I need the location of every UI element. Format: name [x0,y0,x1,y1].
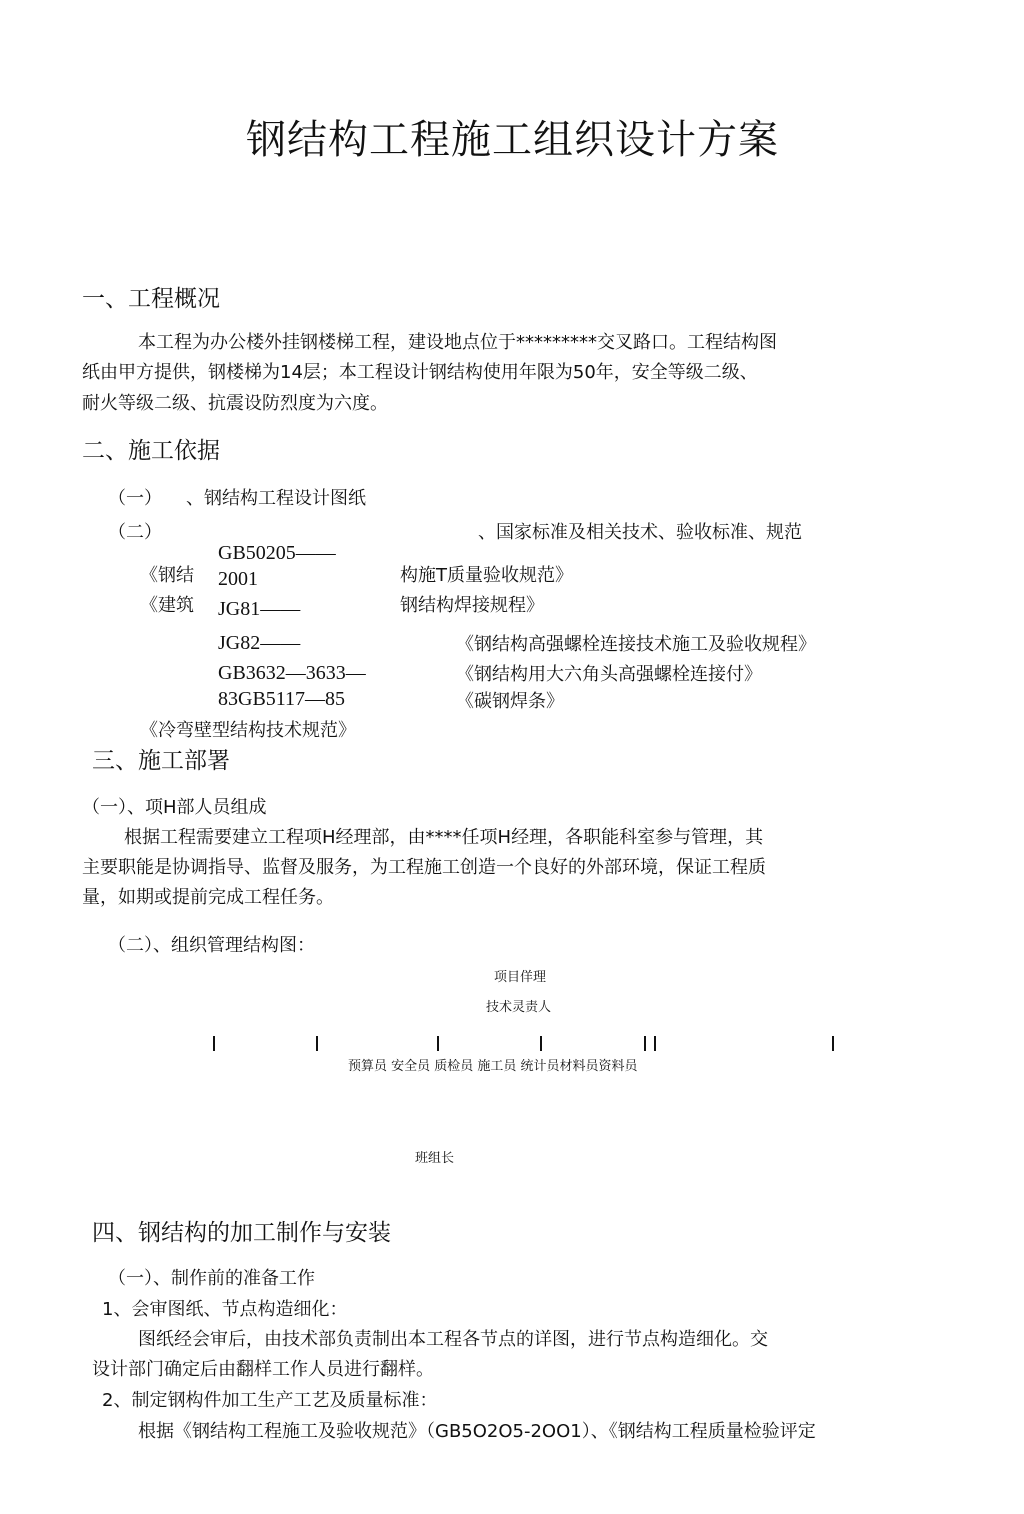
section-1-heading: 一、工程概况 [82,286,220,312]
section-4-heading: 四、钢结构的加工制作与安装 [92,1220,391,1246]
ref-5-title: 《碳钢焊条》 [456,691,564,712]
org-connector-tick [540,1036,542,1051]
ref-2-code: JG81—— [218,598,301,620]
deploy-sub-2: （二）、组织管理结构图： [108,935,315,956]
org-connector-tick [213,1036,215,1051]
section-2-heading: 二、施工依据 [82,438,220,464]
ref-3-code: JG82—— [218,632,301,654]
ref-4-code: GB3632—3633— [218,662,366,684]
org-connector-tick [654,1036,656,1051]
document-title: 钢结构工程施工组织设计方案 [246,117,779,163]
fabrication-item-2: 2、制定钢构件加工生产工艺及质量标准： [102,1390,438,1411]
org-connector-tick [437,1036,439,1051]
deploy-sub-1-line-2: 主要职能是协调指导、监督及服务，为工程施工创造一个良好的外部环境，保证工程质 [82,857,766,878]
org-project-manager: 项目佯理 [494,970,547,985]
org-roles: 预算员 安全员 质检员 施工员 统计员材料员资料员 [348,1059,638,1074]
fabrication-item-1-line-2: 设计部门确定后由翻样工作人员进行翻样。 [92,1359,434,1380]
ref-1-prefix: 《钢结 [140,565,194,586]
section-1-line-2: 纸由甲方提供，钢楼梯为14层；本工程设计钢结构使用年限为50年，安全等级二级、 [82,362,758,383]
basis-item-2-number: （二） [108,522,162,543]
ref-4-title: 《钢结构用大六角头高强螺栓连接付》 [456,664,762,685]
ref-2-prefix: 《建筑 [140,595,194,616]
ref-6-title: 《冷弯壁型结构技术规范》 [140,720,356,741]
deploy-sub-1-line-3: 量，如期或提前完成工程任务。 [82,887,334,908]
fabrication-item-2-line-1: 根据《钢结构工程施工及验收规范》（GB5O2O5-2OO1）、《钢结构工程质量检验评定 [138,1421,816,1442]
ref-1-code-b: 2001 [218,568,258,590]
basis-item-2-text: 、国家标准及相关技术、验收标准、规范 [478,522,802,543]
fabrication-item-1: 1、会审图纸、节点构造细化： [102,1299,348,1320]
ref-1-title: 构施T质量验收规范》 [400,565,573,586]
section-1-line-3: 耐火等级二级、抗震设防烈度为六度。 [82,393,388,414]
org-connector-tick [644,1036,646,1051]
section-3-heading: 三、施工部署 [92,748,230,774]
basis-item-1-number: （一） [108,488,162,509]
ref-1-code-a: GB50205—— [218,542,336,564]
org-connector-tick [316,1036,318,1051]
basis-item-1-text: 、钢结构工程设计图纸 [186,488,366,509]
org-connector-tick [832,1036,834,1051]
ref-5-code: 83GB5117—85 [218,688,346,710]
section-1-line-1: 本工程为办公楼外挂钢楼梯工程，建设地点位于*********交叉路口。工程结构图 [138,332,777,353]
fabrication-sub-1: （一）、制作前的准备工作 [108,1268,315,1289]
fabrication-item-1-line-1: 图纸经会审后，由技术部负责制出本工程各节点的详图，进行节点构造细化。交 [138,1329,768,1350]
ref-3-title: 《钢结构高强螺栓连接技术施工及验收规程》 [456,634,816,655]
deploy-sub-1-line-1: 根据工程需要建立工程项H经理部，由****任项H经理，各职能科室参与管理，其 [124,827,764,848]
org-team-leader: 班组长 [415,1151,455,1166]
ref-2-title: 钢结构焊接规程》 [400,595,544,616]
org-technical-lead: 技术灵责人 [486,1000,552,1015]
deploy-sub-1: （一）、项H部人员组成 [82,797,267,818]
